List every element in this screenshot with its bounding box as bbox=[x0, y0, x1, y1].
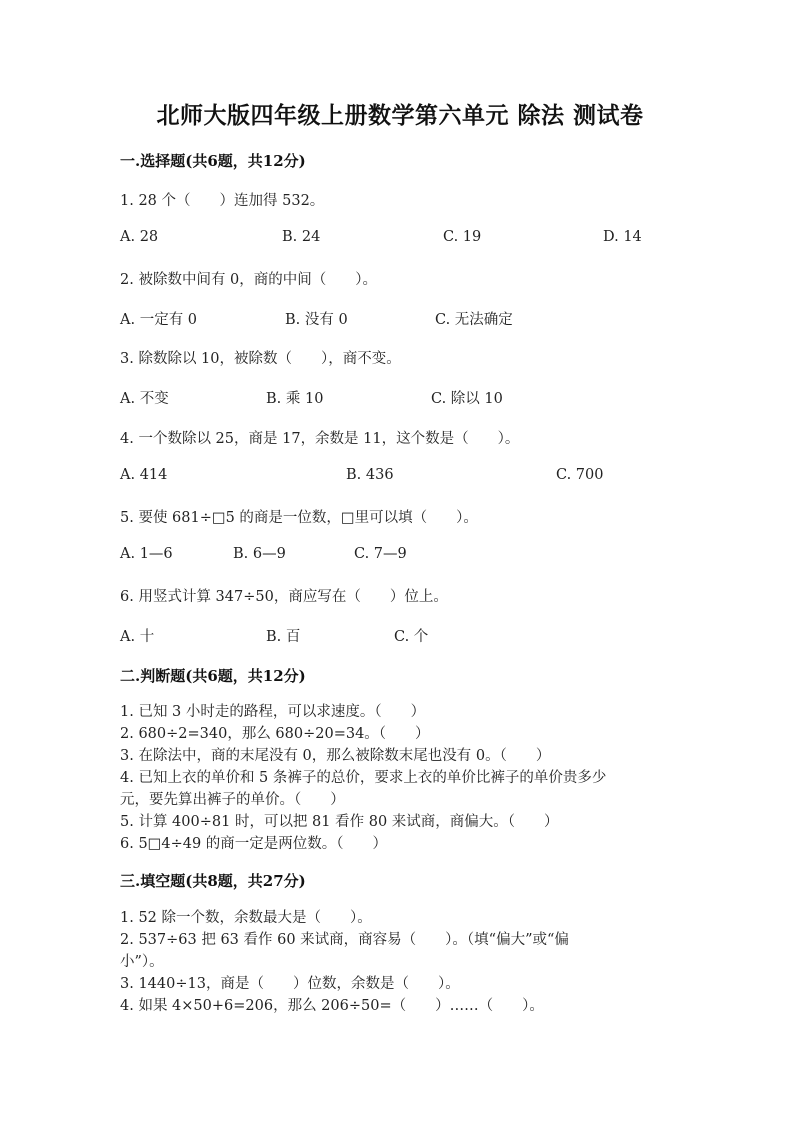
choice-4-option-b: B. 436 bbox=[346, 467, 394, 483]
choice-5-option-b: B. 6—9 bbox=[233, 546, 286, 562]
choice-1-option-d: D. 14 bbox=[603, 229, 642, 245]
judge-line-5: 5. 计算 400÷81 时，可以把 81 看作 80 来试商，商偏大。（ ） bbox=[120, 814, 559, 830]
fill-line-3: 3. 1440÷13，商是（ ）位数，余数是（ ）。 bbox=[120, 976, 460, 992]
fill-line-2-cont: 小”）。 bbox=[120, 954, 164, 970]
choice-4-option-c: C. 700 bbox=[556, 467, 604, 483]
choice-1-option-b: B. 24 bbox=[282, 229, 321, 245]
choice-3-option-b: B. 乘 10 bbox=[266, 391, 324, 407]
fill-line-1: 1. 52 除一个数，余数最大是（ ）。 bbox=[120, 910, 372, 926]
choice-6-option-c: C. 个 bbox=[394, 629, 429, 645]
choice-2-option-a: A. 一定有 0 bbox=[120, 312, 198, 328]
section-heading-fill: 三.填空题(共8题，共27分) bbox=[120, 872, 306, 890]
choice-1-option-a: A. 28 bbox=[120, 229, 159, 245]
choice-3-option-c: C. 除以 10 bbox=[431, 391, 503, 407]
judge-line-6: 6. 5□4÷49 的商一定是两位数。（ ） bbox=[120, 836, 388, 852]
choice-5-option-c: C. 7—9 bbox=[354, 546, 407, 562]
choice-question-3: 3. 除数除以 10，被除数（ ），商不变。 bbox=[120, 351, 401, 367]
choice-2-option-c: C. 无法确定 bbox=[435, 312, 513, 328]
fill-line-4: 4. 如果 4×50+6=206，那么 206÷50=（ ）……（ ）。 bbox=[120, 998, 544, 1014]
choice-question-2: 2. 被除数中间有 0，商的中间（ ）。 bbox=[120, 272, 378, 288]
choice-1-option-c: C. 19 bbox=[443, 229, 482, 245]
choice-3-option-a: A. 不变 bbox=[120, 391, 169, 407]
choice-question-1: 1. 28 个（ ）连加得 532。 bbox=[120, 193, 325, 209]
section-heading-judge: 二.判断题(共6题，共12分) bbox=[120, 667, 306, 685]
choice-2-option-b: B. 没有 0 bbox=[285, 312, 348, 328]
choice-question-5: 5. 要使 681÷□5 的商是一位数，□里可以填（ ）。 bbox=[120, 510, 478, 526]
judge-line-4: 4. 已知上衣的单价和 5 条裤子的总价，要求上衣的单价比裤子的单价贵多少 bbox=[120, 770, 607, 786]
section-heading-choice: 一.选择题(共6题，共12分) bbox=[120, 152, 306, 170]
choice-question-4: 4. 一个数除以 25，商是 17，余数是 11，这个数是（ ）。 bbox=[120, 431, 520, 447]
judge-line-2: 2. 680÷2=340，那么 680÷20=34。（ ） bbox=[120, 726, 430, 742]
choice-6-option-a: A. 十 bbox=[120, 629, 155, 645]
choice-question-6: 6. 用竖式计算 347÷50，商应写在（ ）位上。 bbox=[120, 589, 448, 605]
judge-line-1: 1. 已知 3 小时走的路程，可以求速度。（ ） bbox=[120, 704, 426, 720]
judge-line-3: 3. 在除法中，商的末尾没有 0，那么被除数末尾也没有 0。（ ） bbox=[120, 748, 551, 764]
choice-4-option-a: A. 414 bbox=[120, 467, 168, 483]
judge-line-4-cont: 元，要先算出裤子的单价。（ ） bbox=[120, 792, 345, 808]
page-title: 北师大版四年级上册数学第六单元 除法 测试卷 bbox=[156, 102, 644, 129]
choice-5-option-a: A. 1—6 bbox=[120, 546, 173, 562]
choice-6-option-b: B. 百 bbox=[266, 629, 301, 645]
fill-line-2: 2. 537÷63 把 63 看作 60 来试商，商容易（ ）。（填“偏大”或“偏 bbox=[120, 932, 569, 948]
